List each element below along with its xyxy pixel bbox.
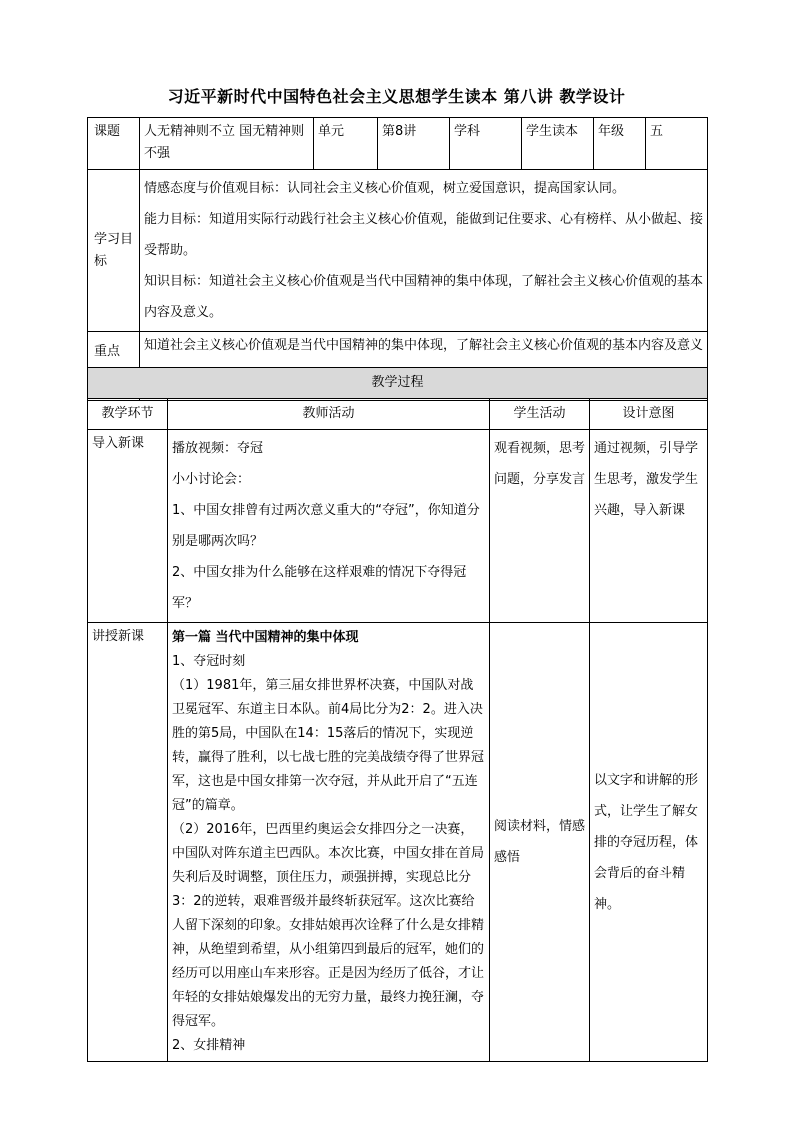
teacher-intro-line: 小小讨论会： bbox=[172, 472, 251, 487]
unit-label: 单元 bbox=[314, 118, 378, 170]
section-title: 第一篇 当代中国精神的集中体现 bbox=[172, 630, 359, 645]
goals-label: 学习目标 bbox=[88, 170, 140, 332]
table-row bbox=[88, 430, 708, 623]
stage-new: 讲授新课 bbox=[88, 623, 168, 1062]
stage-intro: 导入新课 bbox=[88, 430, 168, 623]
teacher-new-line: （1）1981年，第三届女排世界杯决赛，中国队对战卫冕冠军、东道主日本队。前4局比分为2：2。进入决胜的第5局，中国队在14：15落后的情况下，实现逆转，赢得了胜利，以七战七胜的完美战绩夺得了世界冠军，这也是中国女排第一次夺冠，并从此开启了“五连冠”的篇章。 bbox=[172, 678, 485, 813]
grade-label: 年级 bbox=[594, 118, 646, 170]
intent-intro: 通过视频，引导学生思考，激发学生兴趣，导入新课 bbox=[590, 430, 708, 623]
goal-ability: 能力目标：知道用实际行动践行社会主义核心价值观，能做到记住要求、心有榜样、从小做起、接受帮助。 bbox=[144, 212, 704, 258]
process-header: 教学过程 bbox=[88, 368, 708, 399]
unit-value: 第8讲 bbox=[378, 118, 450, 170]
teacher-new-line: 1、夺冠时刻 bbox=[172, 654, 246, 669]
key-point-value: 知道社会主义核心价值观是当代中国精神的集中体现，了解社会主义核心价值观的基本内容及意义 bbox=[140, 332, 708, 372]
col-student: 学生活动 bbox=[490, 399, 590, 430]
subject-label: 学科 bbox=[450, 118, 522, 170]
teacher-new-line: 2、女排精神 bbox=[172, 1038, 246, 1053]
col-intent: 设计意图 bbox=[590, 399, 708, 430]
table-row bbox=[88, 623, 708, 1062]
course-label: 课题 bbox=[88, 118, 140, 170]
course-value: 人无精神则不立 国无精神则不强 bbox=[140, 118, 314, 170]
subject-value: 学生读本 bbox=[522, 118, 594, 170]
key-point-label: 重点 bbox=[88, 332, 140, 372]
teacher-new bbox=[168, 623, 490, 1062]
teacher-intro-line: 播放视频：夺冠 bbox=[172, 441, 264, 456]
teacher-new-line: （2）2016年，巴西里约奥运会女排四分之一决赛，中国队对阵东道主巴西队。本次比赛，中国女排在首局失利后及时调整，顶住压力，顽强拼搏，实现总比分3：2的逆转，艰难晋级并最终斩获冠军。这次比赛给人留下深刻的印象。女排姑娘再次诠释了什么是女排精神，从绝望到希望，从小组第四到最后的冠军，她们的经历可以用座山车来形容。正是因为经历了低谷，才让年轻的女排姑娘爆发出的无穷力量，最终力挽狂澜，夺得冠军。 bbox=[172, 822, 485, 1029]
goals-content bbox=[140, 170, 708, 332]
info-table bbox=[87, 117, 708, 401]
goal-knowledge: 知识目标：知道社会主义核心价值观是当代中国精神的集中体现，了解社会主义核心价值观的基本内容及意义。 bbox=[144, 274, 704, 320]
col-teacher: 教师活动 bbox=[168, 399, 490, 430]
process-table bbox=[87, 367, 708, 1062]
teacher-intro-line: 1、中国女排曾有过两次意义重大的“夺冠”，你知道分别是哪两次吗？ bbox=[172, 503, 480, 549]
goal-emotion: 情感态度与价值观目标：认同社会主义核心价值观，树立爱国意识，提高国家认同。 bbox=[144, 181, 626, 196]
intent-new: 以文字和讲解的形式，让学生了解女排的夺冠历程，体会背后的奋斗精神。 bbox=[590, 623, 708, 1062]
col-stage: 教学环节 bbox=[88, 399, 168, 430]
teacher-intro bbox=[168, 430, 490, 623]
teacher-intro-line: 2、中国女排为什么能够在这样艰难的情况下夺得冠军？ bbox=[172, 565, 467, 611]
student-intro: 观看视频，思考问题，分享发言 bbox=[490, 430, 590, 623]
grade-value: 五 bbox=[646, 118, 708, 170]
page-title: 习近平新时代中国特色社会主义思想学生读本 第八讲 教学设计 bbox=[167, 87, 626, 106]
student-new: 阅读材料，情感感悟 bbox=[490, 623, 590, 1062]
